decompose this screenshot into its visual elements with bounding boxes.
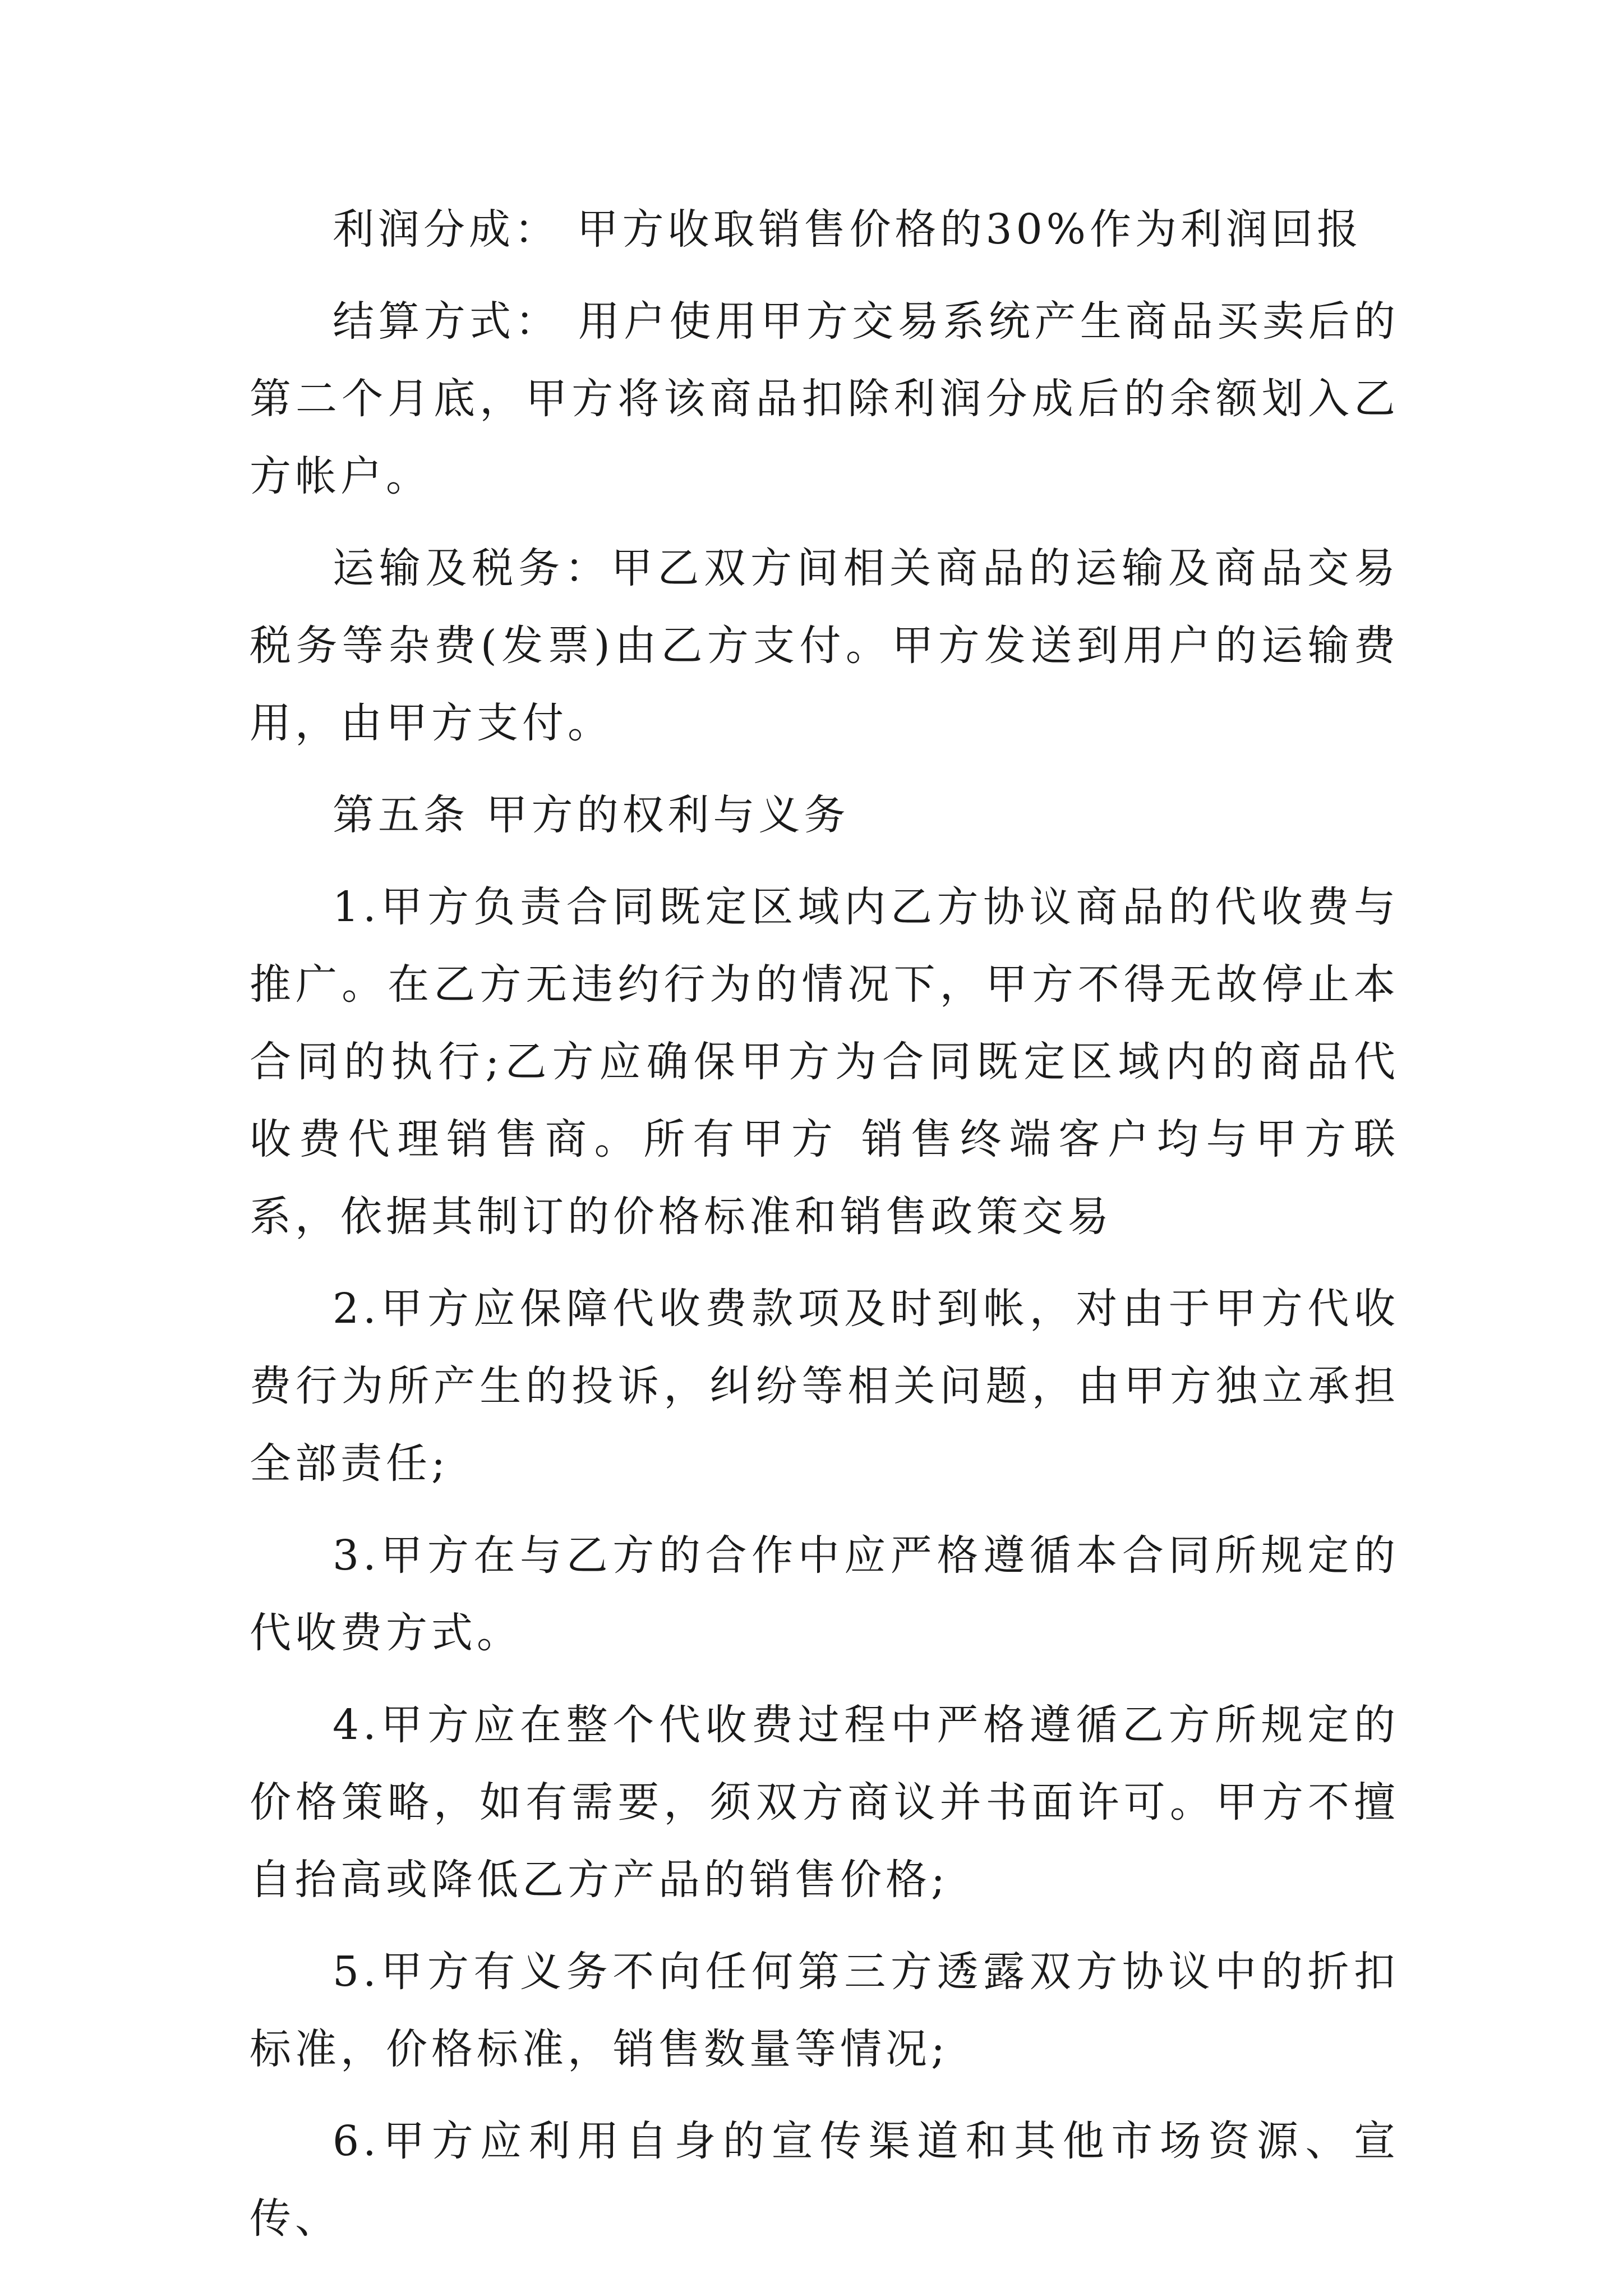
- clause-4: 4.甲方应在整个代收费过程中严格遵循乙方所规定的价格策略，如有需要，须双方商议并书面许可。甲方不擅自抬高或降低乙方产品的销售价格;: [250, 1701, 1399, 1904]
- clause-1: 1.甲方负责合同既定区域内乙方协议商品的代收费与推广。在乙方无违约行为的情况下，甲方不得无故停止本合同的执行;乙方应确保甲方为合同既定区域内的商品代收费代理销售商。所有甲方 销售终端客户均与甲方联系，依据其制订的价格标准和销售政策交易: [250, 883, 1399, 1241]
- paragraph-settlement: 结算方式： 用户使用甲方交易系统产生商品买卖后的第二个月底，甲方将该商品扣除利润分成后的余额划入乙方帐户。: [250, 297, 1399, 500]
- clause-5: 5.甲方有义务不向任何第三方透露双方协议中的折扣标准，价格标准，销售数量等情况;: [250, 1948, 1399, 2073]
- section-heading: 第五条 甲方的权利与义务: [333, 791, 850, 839]
- document-body: [250, 191, 1399, 2272]
- clause-2: 2.甲方应保障代收费款项及时到帐，对由于甲方代收费行为所产生的投诉，纠纷等相关问题，由甲方独立承担全部责任;: [250, 1285, 1399, 1488]
- paragraph-profit-share: 利润分成： 甲方收取销售价格的30%作为利润回报: [333, 205, 1362, 254]
- clause-6: 6.甲方应利用自身的宣传渠道和其他市场资源、宣传、: [250, 2117, 1399, 2243]
- clause-3: 3.甲方在与乙方的合作中应严格遵循本合同所规定的代收费方式。: [250, 1531, 1399, 1657]
- paragraph-transport-tax: 运输及税务：甲乙双方间相关商品的运输及商品交易税务等杂费(发票)由乙方支付。甲方发送到用户的运输费用，由甲方支付。: [250, 544, 1399, 747]
